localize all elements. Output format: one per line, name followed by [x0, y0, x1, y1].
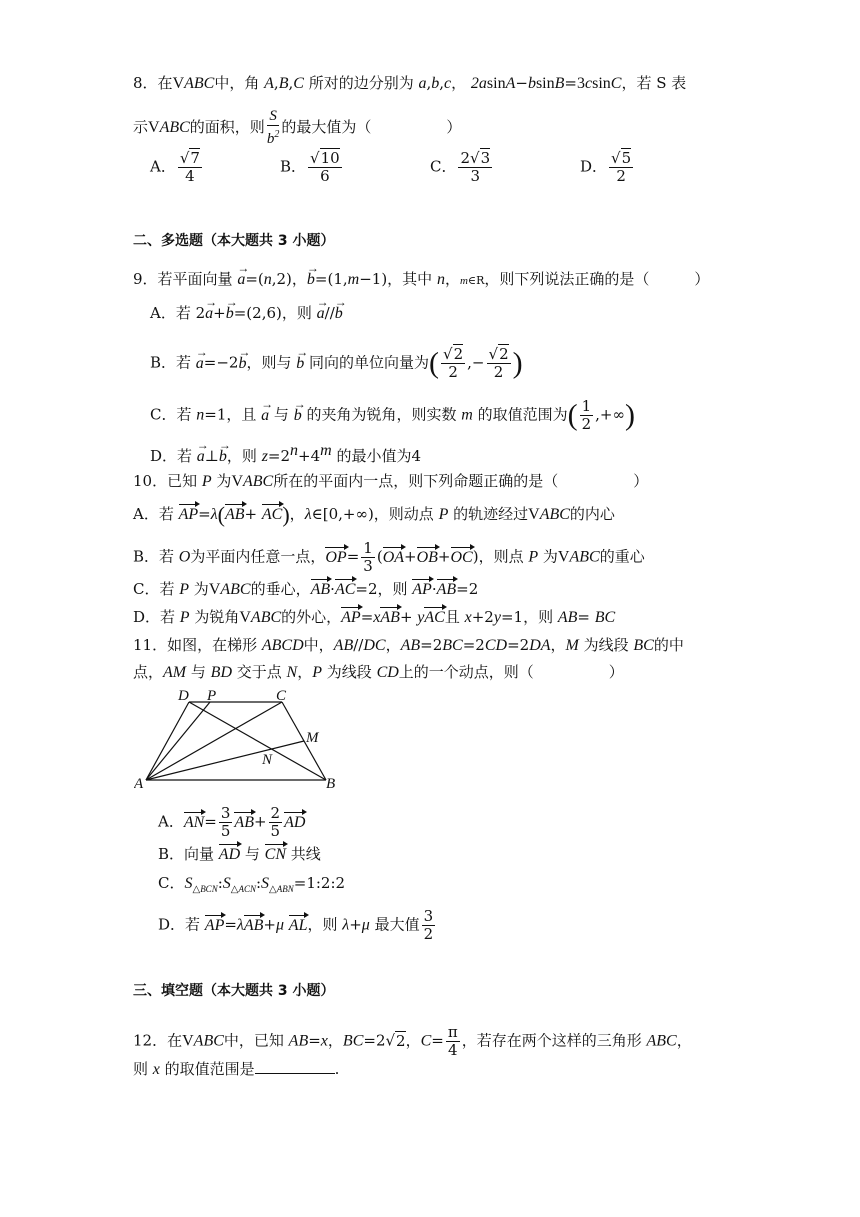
q9-option-a: A．若 2→ a+→ b=(2,6)，则 → a//→ b	[150, 302, 860, 325]
segment-am	[146, 741, 304, 780]
q9-option-d: D．若 → a⊥→ b，则 $z=2^n+4^m$ 的最小值为4	[150, 440, 860, 468]
q11-option-a: A．AN= $\frac{3}{5}$ AB+ $\frac{2}{5}$ AD	[158, 804, 306, 840]
q10-option-d: D．若 P 为锐角VABC的外心，AP=xAB+ yAC且 x+2y=1，则 AB= BC	[133, 606, 860, 629]
q9-stem: 9．若平面向量 → a=(n,2)，→ b=(1,m−1)，其中 n，m∈R，则下列说法正确的是（ ）	[133, 268, 860, 292]
q11-option-d: D．若 AP=λAB+μ AL，则 λ+μ 最大值 $\frac{3}{2}$	[158, 907, 434, 943]
section-3-heading: 三、填空题（本大题共 3 小题）	[133, 983, 335, 999]
label-b: B	[326, 776, 336, 792]
q11-stem-line-1: 11．如图，在梯形 ABCD中，AB//DC，AB=2BC=2CD=2DA，M 为线段 BC的中	[133, 636, 684, 654]
label-c: C	[276, 688, 287, 704]
q9-option-c: C．若 n=1，且 → a 与 → b 的夹角为锐角，则实数 m 的取值范围为( $\frac{1}{2}$ ,+∞)	[150, 398, 860, 433]
q8-option-a: A． $\frac{√7}{4}$	[150, 149, 200, 185]
label-a: A	[134, 776, 144, 792]
q11-stem-line-2: 点，AM 与 BD 交于点 N，P 为线段 CD上的一个动点，则（ ）	[133, 663, 624, 681]
q8-option-b: B． $\frac{√10}{6}$	[280, 149, 340, 185]
label-d: D	[178, 688, 189, 704]
q10-option-a: A．若 AP=λ(AB+ AC)，λ∈[0,+∞)，则动点 P 的轨迹经过VABC的内心	[133, 502, 615, 527]
q10-stem: 10．已知 P 为VABC所在的平面内一点，则下列命题正确的是（ ）	[133, 472, 649, 490]
segment-ac	[146, 702, 282, 780]
section-2-heading: 二、多选题（本大题共 3 小题）	[133, 233, 335, 249]
q12-line-1: 12．在VABC中，已知 AB=x，BC=2√2，C= $\frac{\pi}{4}$ ，若存在两个这样的三角形 ABC，	[133, 1023, 692, 1059]
label-m: M	[306, 730, 319, 746]
q8-option-c: C． $\frac{2√3}{3}$	[430, 149, 491, 185]
q12-line-2: 则 x 的取值范围是 .	[133, 1060, 340, 1078]
q11-option-b: B．向量 AD 与 CN 共线	[158, 843, 860, 866]
q11-option-c: C．$S_{\triangle BCN}:S_{\triangle ACN}:S_{\triangle ABN}=1:2:2$	[158, 874, 346, 895]
q10-option-b: B．若 O为平面内任意一点，OP= $\frac{1}{3}$ (OA+OB+OC)，则点 P 为VABC的重心	[133, 539, 645, 575]
trapezoid-figure	[134, 684, 344, 794]
q9-option-b: B．若 → a=−2→ b，则与 → b 同向的单位向量为( $\frac{√2}{2}$ ,− $\frac{√2}{2}$ )	[150, 346, 860, 381]
q8-line-2: 示VABC的面积，则 $\frac{S}{b^2}$ 的最大值为（ ）	[133, 108, 462, 147]
q8-line-1: 8．在VABC中，角 A,B,C 所对的边分别为 a,b,c， 2asinA−bsinB=3csinC，若 S 表	[133, 74, 687, 92]
answer-blank[interactable]	[255, 1059, 335, 1074]
q8-option-d: D． $\frac{√5}{2}$	[580, 149, 632, 185]
q8-label: 8．	[133, 74, 158, 92]
label-p: P	[207, 688, 217, 704]
q8-options	[150, 150, 860, 185]
segment-ap	[146, 702, 210, 780]
label-n: N	[262, 752, 273, 768]
q10-option-c: C．若 P 为VABC的垂心，AB·AC=2，则 AP·AB=2	[133, 578, 860, 601]
